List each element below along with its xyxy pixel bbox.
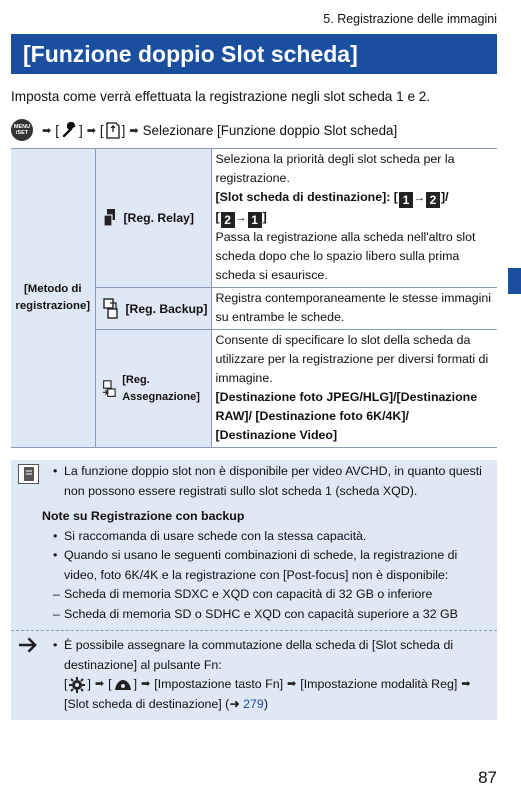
bracket-close: ] <box>121 122 126 138</box>
mode-label: [Reg. Assegnazione] <box>122 373 200 403</box>
mode-label: [Reg. Backup] <box>125 301 208 316</box>
relay-desc-bottom: Passa la registrazione alla scheda nell'altro slot scheda dopo che lo spazio libero sulla prima scheda si esaurisce. <box>215 230 476 282</box>
reg-backup-icon <box>102 298 120 320</box>
chapter-side-tab <box>508 268 521 294</box>
reg-assign-icon <box>102 378 117 400</box>
page-number: 87 <box>478 768 497 787</box>
tip-item: • È possibile assegnare la commutazione della scheda di [Slot scheda di destinazione] al pulsante Fn: <box>53 636 489 675</box>
slot-suffix: ]/ <box>440 190 449 204</box>
arrow-right-icon: ➡ <box>94 678 105 690</box>
arrow-right-icon: ➡ <box>141 678 151 690</box>
note-item: • La funzione doppio slot non è disponibile per video AVCHD, in quanto questi non possono essere registrati sullo slot scheda 1 (scheda XQD). <box>53 462 489 501</box>
slot-1-badge: 1 <box>248 212 262 228</box>
slot-arrow: → <box>235 212 247 224</box>
note-item: • Quando si usano le seguenti combinazioni di schede, la registrazione di video, foto 6K/4K e la registrazione con [Post-focus] non è disponibile: <box>53 546 489 585</box>
assign-desc-bold: [Destinazione foto JPEG/HLG]/[Destinazione RAW]/ [Destinazione foto 6K/4K]/ [Destinazione Video] <box>215 390 478 442</box>
mode-cell <box>95 330 211 448</box>
tip-block <box>11 630 497 720</box>
settings-table <box>11 148 497 448</box>
arrow-right-icon: ➡ <box>129 124 139 137</box>
table-row <box>11 149 497 288</box>
mode-cell <box>95 288 211 330</box>
note-pencil-icon <box>18 464 39 484</box>
tip-arrow-icon <box>18 635 39 655</box>
slot-open: [ <box>215 210 220 224</box>
description-cell <box>211 330 497 448</box>
tip-path-line2 <box>53 695 489 715</box>
arrow-right-icon: ➜ <box>229 696 244 711</box>
note-subitem: – Scheda di memoria SD o SDHC e XQD con capacità superiore a 32 GB <box>53 605 489 625</box>
bracket-open: [ <box>64 677 68 691</box>
page-title: [Funzione doppio Slot scheda] <box>11 34 497 74</box>
assign-desc: Consente di specificare lo slot della scheda da utilizzare per la registrazione per diversi formati di immagine. <box>215 333 489 385</box>
tip-step-3: [Slot scheda di destinazione] ( <box>64 696 230 711</box>
arrow-right-icon: ➡ <box>461 678 471 690</box>
bracket-close: ] <box>87 677 91 691</box>
gear-icon <box>69 677 85 693</box>
slot-2-badge: 2 <box>426 192 440 208</box>
bracket-open: [ <box>55 122 59 138</box>
chapter-heading: 5. Registrazione delle immagini <box>323 12 497 26</box>
relay-slot-line-2 <box>216 208 492 228</box>
slot-2-badge: 2 <box>221 212 235 228</box>
reg-relay-icon <box>102 208 118 228</box>
wrench-icon <box>61 122 77 138</box>
description-cell <box>211 149 497 288</box>
slot-1-badge: 1 <box>399 192 413 208</box>
tip-step-1: [Impostazione tasto Fn] <box>154 677 284 691</box>
page-reference-link[interactable]: 279 <box>243 696 264 711</box>
menu-icon-label-bottom: /SET <box>15 130 29 136</box>
slot-arrow: → <box>413 192 425 204</box>
mode-cell <box>95 149 211 288</box>
card-icon <box>106 122 120 139</box>
bracket-close: ] <box>133 677 138 691</box>
tip-step-2: [Impostazione modalità Reg] <box>300 677 458 691</box>
description-cell: Registra contemporaneamente le stesse immagini su entrambe le schede. <box>211 288 497 330</box>
camera-mode-icon <box>114 679 132 691</box>
bracket-open: [ <box>99 122 104 138</box>
notes-box <box>11 460 497 720</box>
ref-close: ) <box>263 696 268 711</box>
menu-icon-label-top: MENU <box>13 124 31 130</box>
bracket-close: ] <box>78 122 83 138</box>
tip-path-line1 <box>53 675 489 695</box>
menu-path-select-text: Selezionare [Funzione doppio Slot scheda] <box>142 122 398 138</box>
arrow-right-icon: ➡ <box>42 124 52 137</box>
mode-label: [Reg. Relay] <box>123 211 194 225</box>
menu-path <box>11 118 397 142</box>
relay-slot-line <box>216 188 492 208</box>
category-cell: [Metodo di registrazione] <box>11 149 95 448</box>
note-block <box>11 460 497 630</box>
arrow-right-icon: ➡ <box>86 124 96 137</box>
note-subitem: – Scheda di memoria SDXC e XQD con capacità di 32 GB o inferiore <box>53 585 489 605</box>
arrow-right-icon: ➡ <box>287 678 297 690</box>
bracket-open: [ <box>108 677 112 691</box>
relay-desc-top: Seleziona la priorità degli slot scheda per la registrazione. <box>215 152 455 185</box>
menu-set-icon <box>11 119 33 141</box>
backup-heading: Note su Registrazione con backup <box>42 509 245 523</box>
note-item: • Si raccomanda di usare schede con la stessa capacità. <box>53 527 489 547</box>
slot-prefix: [Slot scheda di destinazione]: [ <box>215 190 398 204</box>
slot-close: ] <box>262 210 267 224</box>
intro-text: Imposta come verrà effettuata la registrazione negli slot scheda 1 e 2. <box>11 89 431 104</box>
